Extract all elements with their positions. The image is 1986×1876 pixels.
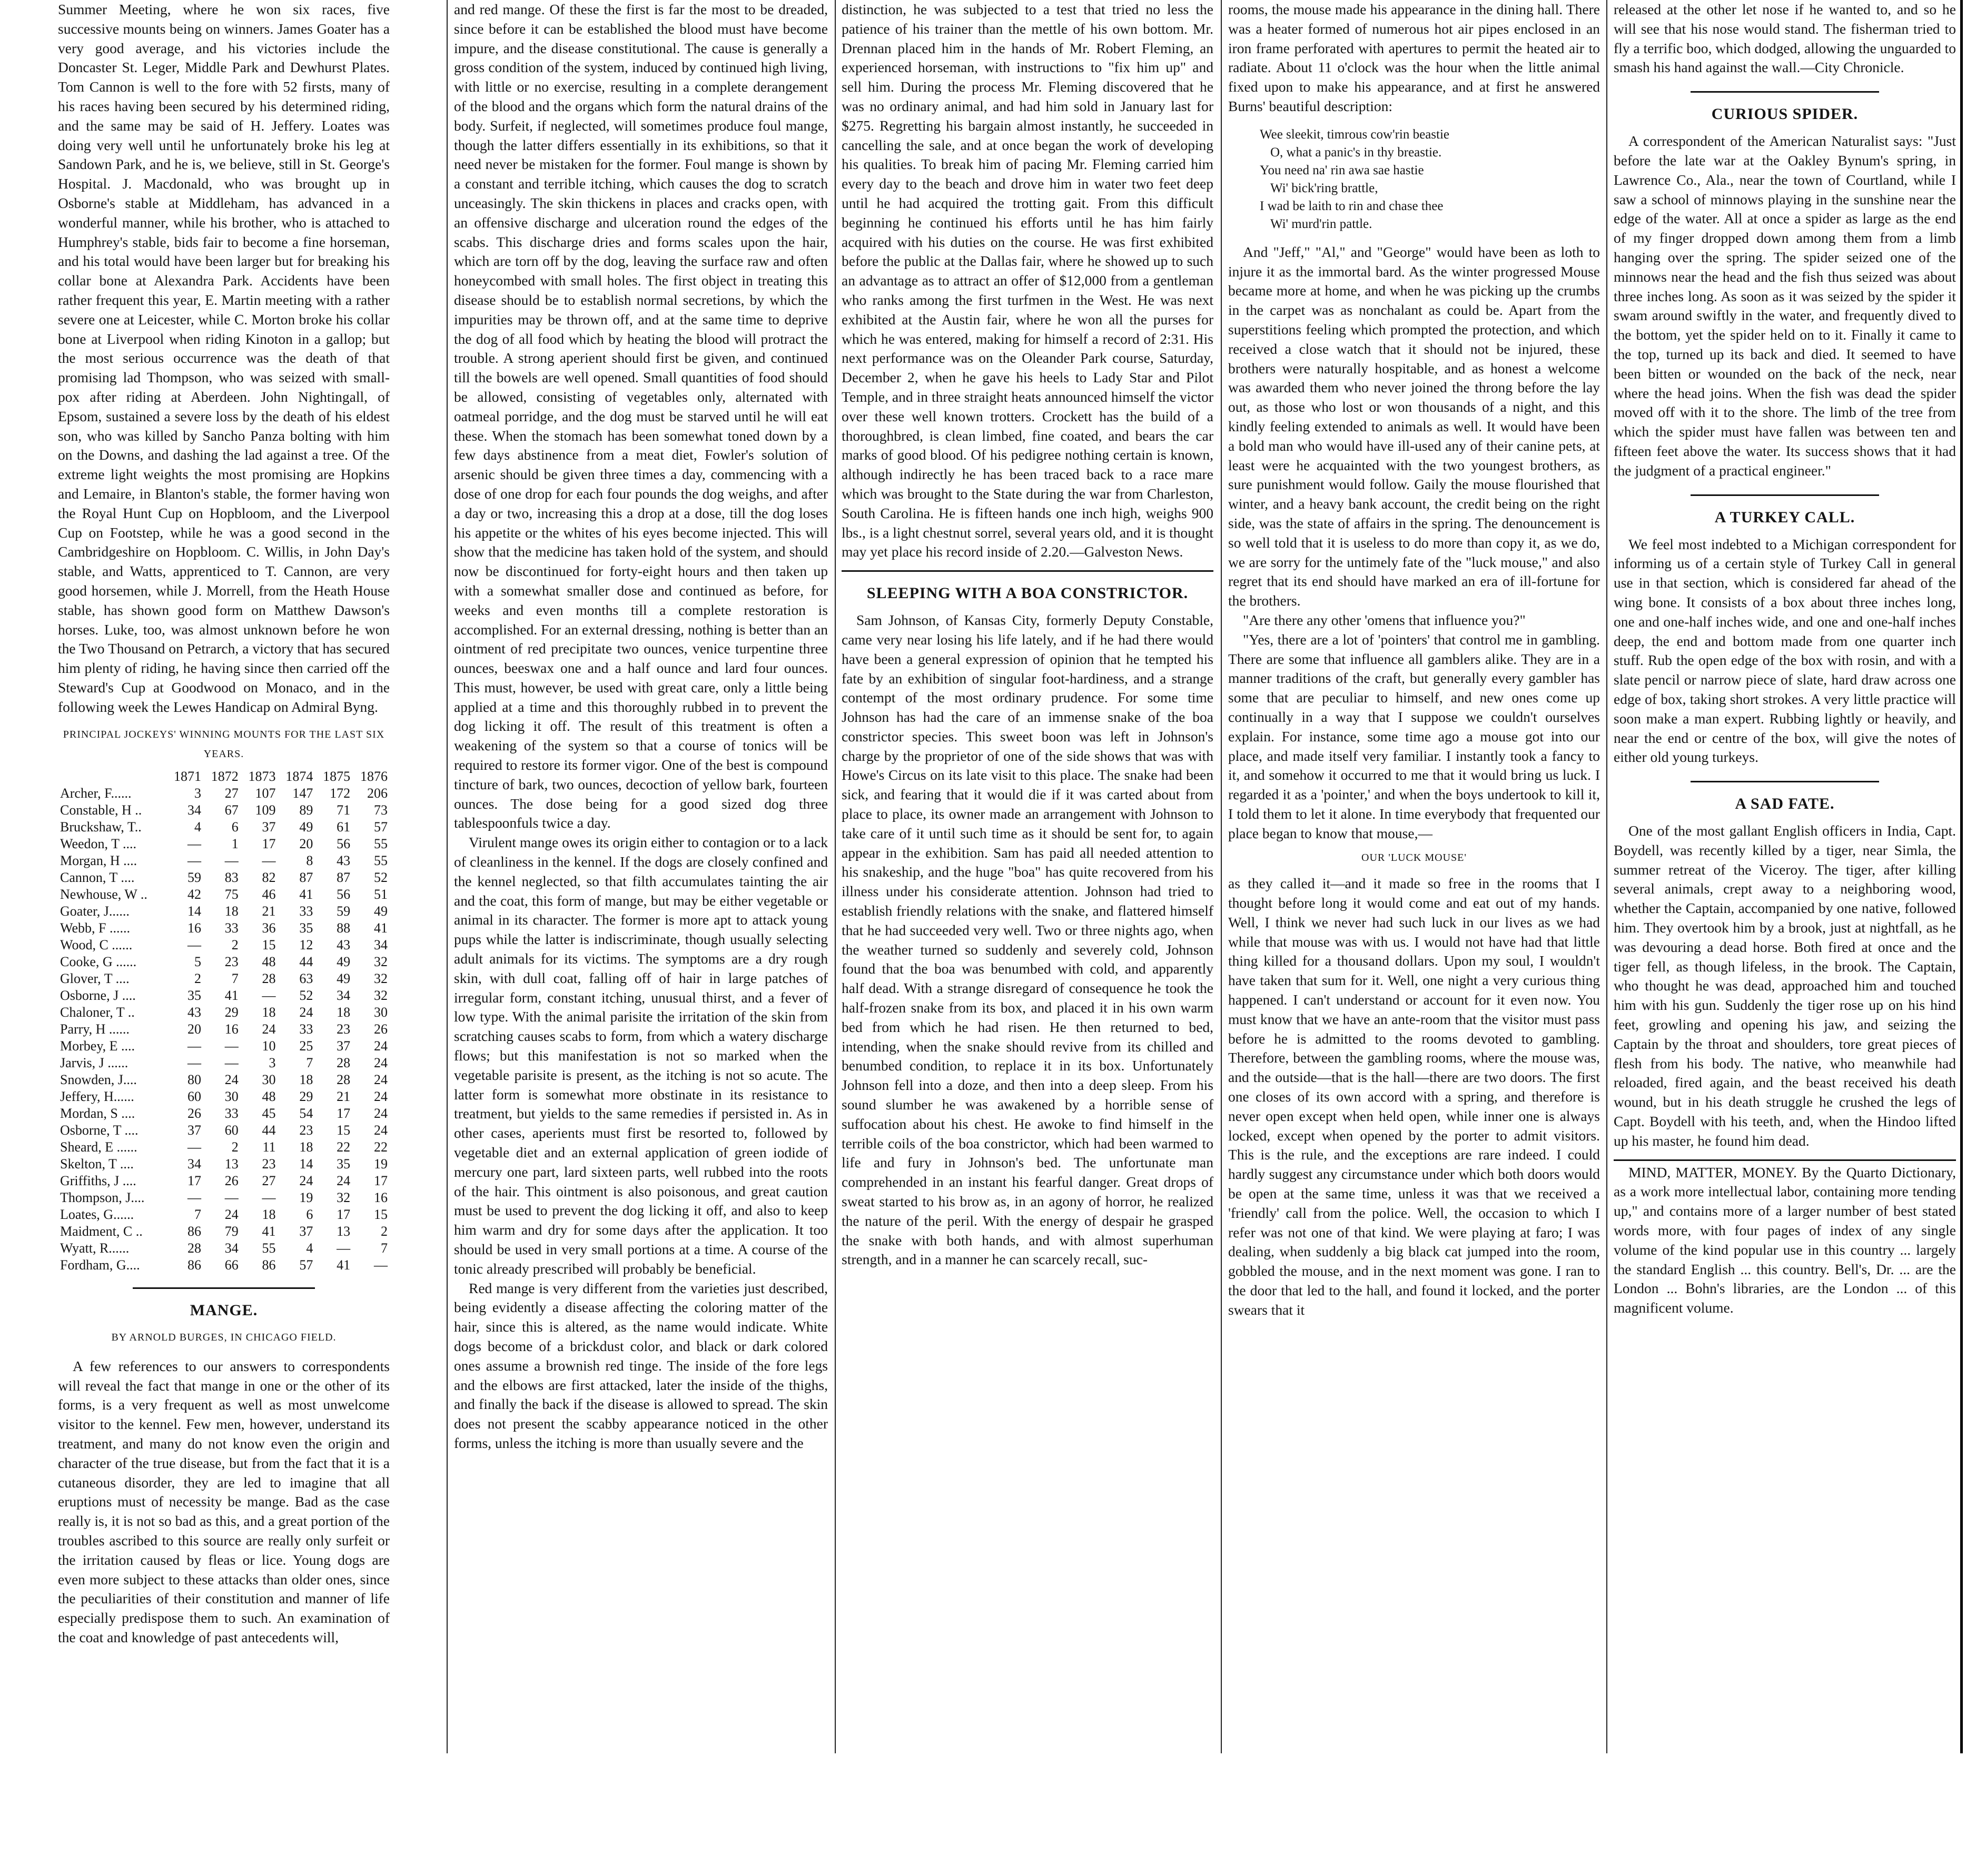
wins-cell: 25	[299, 1038, 313, 1054]
wins-cell: 67	[224, 802, 239, 818]
section-divider	[1691, 494, 1879, 496]
wins-cell: 41	[299, 887, 313, 902]
wins-cell: 87	[337, 870, 351, 886]
section-divider	[1691, 781, 1879, 782]
jockey-name-cell: Fordham, G....	[60, 1257, 140, 1273]
wins-cell: 24	[374, 1072, 388, 1088]
column-rule	[447, 0, 448, 1753]
wins-cell: —	[187, 1139, 201, 1155]
wins-cell: 206	[367, 786, 388, 801]
wins-cell: 24	[224, 1207, 239, 1223]
stats-header-cell: 1871	[173, 769, 201, 785]
stats-row	[58, 1173, 390, 1189]
jockey-name-cell: Jarvis, J ......	[60, 1055, 129, 1071]
wins-cell: 24	[299, 1005, 313, 1020]
wins-cell: 29	[299, 1089, 313, 1105]
section-divider	[1691, 91, 1879, 93]
wins-cell: —	[187, 937, 201, 953]
stats-row	[58, 1257, 390, 1274]
crockett-article-text: distinction, he was subjected to a test that tried no less the patience of his trainer than the mettle of his own bottom. Mr. Drennan placed him in the hands of Mr. Robert Fleming, an experienced horseman, with instructions to "fix him up" and sell him. During the process Mr. Fleming discovered that he was no ordinary animal, and had him sold in January last for $275. Regretting his bargain almost instantly, he succeeded in cancelling the sale, and at once began the work of developing his qualities. To break him of pacing Mr. Fleming carried him every day to the beach and drove him in water two feet deep until he had acquired the trotting gait. From this difficult beginning he continued his efforts until he has him fairly acquired with his duties on the course. He was first exhibited before the public at the Dallas fair, where he showed up to such an advantage as to attract an offer of $12,000 from a gentleman who ranks among the first turfmen in the West. He was next exhibited at the Austin fair, where he won all the purses for which he was entered, making for himself a record of 2:31. His next performance was on the Oleander Park course, Saturday, December 2, when he gave his heels to Lady Star and Pilot Temple, and in three straight heats announced himself the victor over these well known trotters. Crockett has the build of a thoroughbred, is clean limbed, fine coated, and bears the car marks of good blood. Of his pedigree nothing certain is known, although indirectly he has been traced back to a race mare which was brought to the State during the war from Charleston, South Carolina. He is fifteen hands one inch high, weighs 900 lbs., is a light chestnut sorrel, several years old, and it is thought may yet place his record inside of 2.20.—Galveston News.	[842, 1, 1213, 560]
dictionary-ad-text: MIND, MATTER, MONEY. By the Quarto Dictionary, as a work more intellectual labor, containing more tending up," and contains more of a larger number of best stated words more, with four pages of index of any single volume of the kind popular use in this country ... largely the standard English ... this country. Bell's, Dr. ... are the London ... Bohn's libraries, are the London ... of this magnificent volume.	[1614, 1164, 1956, 1316]
wins-cell: 60	[224, 1123, 239, 1138]
stats-row	[58, 1088, 390, 1105]
jockey-name-cell: Snowden, J....	[60, 1072, 137, 1088]
mange-byline: BY ARNOLD BURGES, IN CHICAGO FIELD.	[111, 1332, 337, 1344]
wins-cell: 43	[187, 1005, 201, 1020]
wins-cell: —	[187, 853, 201, 869]
wins-cell: 7	[306, 1055, 313, 1071]
wins-cell: —	[224, 853, 239, 869]
wins-cell: 26	[374, 1021, 388, 1037]
wins-cell: 86	[187, 1224, 201, 1239]
stats-row	[58, 869, 390, 886]
wins-cell: —	[187, 1055, 201, 1071]
wins-cell: 18	[262, 1005, 276, 1020]
wins-cell: 18	[337, 1005, 351, 1020]
stats-row	[58, 970, 390, 987]
wins-cell: 49	[299, 819, 313, 835]
wins-cell: 49	[374, 904, 388, 919]
jockey-name-cell: Griffiths, J ....	[60, 1173, 136, 1189]
luck-mouse-subhead: OUR 'LUCK MOUSE'	[1361, 852, 1467, 864]
wins-cell: 86	[187, 1257, 201, 1273]
wins-cell: 16	[187, 920, 201, 936]
wins-cell: —	[224, 1038, 239, 1054]
jockey-name-cell: Cooke, G ......	[60, 954, 137, 970]
column-1	[58, 0, 390, 1753]
wins-cell: 35	[337, 1156, 351, 1172]
jockey-name-cell: Skelton, T ....	[60, 1156, 134, 1172]
wins-cell: 28	[337, 1055, 351, 1071]
wins-cell: 3	[194, 786, 201, 801]
wins-cell: 57	[299, 1257, 313, 1273]
wins-cell: 19	[374, 1156, 388, 1172]
stats-row	[58, 954, 390, 970]
wins-cell: 43	[337, 937, 351, 953]
wins-cell: 33	[299, 1021, 313, 1037]
wins-cell: 24	[374, 1123, 388, 1138]
wins-cell: 21	[262, 904, 276, 919]
wins-cell: 59	[337, 904, 351, 919]
stats-header-row	[58, 768, 390, 785]
wins-cell: 17	[337, 1207, 351, 1223]
wins-cell: 24	[374, 1055, 388, 1071]
wins-cell: 2	[231, 937, 239, 953]
wins-cell: —	[187, 1038, 201, 1054]
wins-cell: 17	[374, 1173, 388, 1189]
wins-cell: 13	[224, 1156, 239, 1172]
wins-cell: 55	[374, 836, 388, 852]
column-3	[842, 0, 1213, 1753]
wins-cell: 52	[299, 988, 313, 1004]
wins-cell: 14	[187, 904, 201, 919]
wins-cell: 107	[255, 786, 276, 801]
wins-cell: 15	[337, 1123, 351, 1138]
jockey-name-cell: Webb, F ......	[60, 920, 130, 936]
section-divider	[1614, 1159, 1956, 1161]
wins-cell: 6	[231, 819, 239, 835]
pointers-text: "Yes, there are a lot of 'pointers' that control me in gambling. There are some that influence all gamblers alike. They are in a manner traditions of the craft, but generally every gambler has some that are peculiar to himself, and new ones come up continually in a way that I suppose we couldn't ourselves explain. For instance, some time ago a mouse got into our place, and made itself very familiar. I instantly took a fancy to it, and somehow it occurred to me that it would bring us luck. I regarded it as a 'pointer,' and when the boys undertook to kill it, I told them to let it alone. In time everybody that frequented our place began to know that mouse,—	[1228, 631, 1600, 841]
wins-cell: 73	[374, 802, 388, 818]
wins-cell: 41	[224, 988, 239, 1004]
stats-row	[58, 1105, 390, 1122]
wins-cell: 48	[262, 1089, 276, 1105]
wins-cell: —	[374, 1257, 388, 1273]
stats-row	[58, 1021, 390, 1038]
wins-cell: 172	[330, 786, 351, 801]
wins-cell: 59	[187, 870, 201, 886]
stats-title: PRINCIPAL JOCKEYS' WINNING MOUNTS FOR THE LAST SIX YEARS.	[63, 729, 385, 760]
burns-poem	[1228, 126, 1600, 233]
wins-cell: 60	[187, 1089, 201, 1105]
wins-cell: 19	[299, 1190, 313, 1206]
wins-cell: 13	[337, 1224, 351, 1239]
wins-cell: 3	[269, 1055, 276, 1071]
wins-cell: 15	[374, 1207, 388, 1223]
wins-cell: 55	[374, 853, 388, 869]
stats-header-cell: 1872	[211, 769, 239, 785]
jockey-name-cell: Mordan, S ....	[60, 1106, 135, 1121]
wins-cell: 83	[224, 870, 239, 886]
poem-line: I wad be laith to rin and chase thee	[1260, 198, 1444, 213]
wins-cell: 28	[187, 1240, 201, 1256]
wins-cell: 79	[224, 1224, 239, 1239]
wins-cell: 26	[187, 1106, 201, 1121]
wins-cell: 63	[299, 971, 313, 987]
column-rule	[835, 0, 836, 1753]
virulent-mange-text: Virulent mange owes its origin either to contagion or to a lack of cleanliness in the kennel. If the dogs are closely confined and the kennel neglected, so that filth accumulates tainting the air and the coat, this form of mange, but may be either vegetable or animal in its character. The former is more apt to attack young pups while the latter is indiscriminate, though usually selecting adult animals for its victims. The symptoms are a dry rough skin, with dull coat, falling off of hair in large patches of irregular form, constant itching, unusual thirst, and a fever of low type. With the animal parisite the irritation of the skin from scratching causes scabs to form, from which a watery discharge flows; but this manifestation is not so marked when the vegetable parisite is present, as the itching is not so acute. The latter form is somewhat more obstinate in its resistance to treatment, but yields to the same remedies if persisted in. As in other cases, aperients must first be resorted to, followed by vegetable diet and an external application of green iodide of mercury one part, lard sixteen parts, well rubbed into the roots of the hair. This ointment is also poisonous, and great caution must be used to prevent the dog licking it off, and also to keep him warm and dry for some days after the application. It too should be used in very small portions at a time. A course of the tonic already prescribed will probably be beneficial.	[454, 834, 828, 1277]
wins-cell: 24	[337, 1173, 351, 1189]
jockey-name-cell: Constable, H ..	[60, 802, 142, 818]
turkey-article-text: We feel most indebted to a Michigan correspondent for informing us of a certain style of Turkey Call in general use in that section, which is considered far ahead of the wing bone. It consists of a box about three inches long, one and one-half inches wide, and one and one-half inches deep, the end and bottom made from one quarter inch stuff. Rub the open edge of the box with rosin, and with a slate pencil or narrow piece of slate, hard draw across one edge of box, taking short strokes. A very little practice will soon make a man expert. Rubbing lightly or heavily, and near the end or centre of the box, will give the notes of either old young turkeys.	[1614, 535, 1956, 766]
wins-cell: 28	[337, 1072, 351, 1088]
wins-cell: 4	[194, 819, 201, 835]
wins-cell: 109	[255, 802, 276, 818]
wins-cell: 23	[337, 1021, 351, 1037]
stats-row	[58, 802, 390, 819]
wins-cell: 41	[262, 1224, 276, 1239]
wins-cell: 61	[337, 819, 351, 835]
wins-cell: 56	[337, 836, 351, 852]
wins-cell: 18	[299, 1139, 313, 1155]
wins-cell: —	[262, 853, 276, 869]
wins-cell: 89	[299, 802, 313, 818]
wins-cell: 86	[262, 1257, 276, 1273]
wins-cell: 24	[374, 1089, 388, 1105]
jockey-name-cell: Wood, C ......	[60, 937, 133, 953]
wins-cell: 34	[374, 937, 388, 953]
wins-cell: 15	[262, 937, 276, 953]
wins-cell: 18	[262, 1207, 276, 1223]
jockey-name-cell: Weedon, T ....	[60, 836, 136, 852]
stats-row	[58, 903, 390, 920]
stats-row	[58, 920, 390, 937]
wins-cell: —	[262, 988, 276, 1004]
boa-article-text: Sam Johnson, of Kansas City, formerly Deputy Constable, came very near losing his life lately, and if he had there would have been a general expression of opinion that he tempted his fate by an exhibition of singular foot-hardiness, and a strange contempt of the most ordinary prudence. For some time Johnson has had the care of an immense snake of the boa constrictor species. This sweet boon was left in Johnson's charge by the proprietor of one of the side shows that was with Howe's Circus on its late visit to this place. The snake had been sick, and fearing that it would die if it was carted about from place to place, its owner made an arrangement with Johnson to take care of it until such time as it should be sent for, to again appear in the exhibition. Sam has paid all needed attention to his snakeship, and the huge "boa" has quite recovered from his illness under his considerate attention. Johnson had tried to establish friendly relations with the snake, and flattered himself that he had succeeded very well. Two or three nights ago, when the weather turned so suddenly and severely cold, Johnson found that the boa was benumbed with cold, and apparently half dead. With a strange disregard of consequence he took the half-frozen snake from its box, and placed it in his own warm bed from which he had risen. He then returned to bed, intending, when the snake should revive from its chilled and benumbed condition, to replace it in its box. Unfortunately Johnson fell into a doze, and then into a deep sleep. From his sound slumber he was awakened by a horrible sense of suffocation about his chest. He awoke to find himself in the terrible coils of the boa constrictor, which had been warmed to life and fury in Johnson's bed. The unfortunate man comprehended in an instant his fearful danger. Great drops of sweat started to his brow as, in an agony of horror, he realized the nature of the peril. With the energy of despair he grasped the snake with both hands, and with almost superhuman strength, and in a manner he can scarcely recall, suc-	[842, 612, 1213, 1268]
wins-cell: 41	[337, 1257, 351, 1273]
wins-cell: 16	[224, 1021, 239, 1037]
stats-row	[58, 785, 390, 802]
jockey-name-cell: Bruckshaw, T..	[60, 819, 142, 835]
wins-cell: 82	[262, 870, 276, 886]
jockey-name-cell: Sheard, E ......	[60, 1139, 137, 1155]
wins-cell: 23	[224, 954, 239, 970]
wins-cell: 8	[306, 853, 313, 869]
stats-row	[58, 987, 390, 1004]
jockeys-article-text: Summer Meeting, where he won six races, five successive mounts being on winners. James Goater has a very good average, and his victories include the Doncaster St. Leger, Middle Park and Dewhurst Plates. Tom Cannon is well to the fore with 52 firsts, many of his races having been secured by his determined riding, and the same may be said of H. Jeffery. Loates was doing very well until he unfortunately broke his leg at Sandown Park, and he is, we believe, still in St. George's Hospital. J. Macdonald, who was brought up in Osborne's stable at Middleham, has advanced in a wonderful manner, while his brother, who is attached to Humphrey's stable, bids fair to become a fine horseman, and his total would have been larger but for breaking his collar bone at Alexandra Park. Accidents have been rather frequent this year, E. Martin meeting with a rather severe one at Leicester, while C. Morton broke his collar bone at Liverpool when riding Kinoton in a gallop; but the most serious occurrence was the death of that promising lad Thompson, who was seized with small-pox after riding at Aberdeen. John Nightingall, of Epsom, sustained a severe loss by the death of his eldest son, who was killed by Sancho Panza bolting with him on the Downs, and dashing the lad against a tree. Of the extreme light weights the most promising are Hopkins and Lemaire, in Blanton's stable, the former having won the Royal Hunt Cup on Hopbloom, and the Liverpool Cup on Footstep, while he was a good second in the Cambridgeshire on Hopbloom. C. Willis, in John Day's stable, and Watts, apprenticed to T. Cannon, are very good horsemen, while J. Morrell, from the Heath House stable, has shown good form on Matthew Dawson's horses. Luke, too, was almost unknown before he won the Two Thousand on Petrarch, a victory that has secured him plenty of riding, he having since then carried off the Steward's Cup at Goodwood on Monaco, and in the following week the Lewes Handicap on Admiral Byng.	[58, 1, 390, 715]
wins-cell: 24	[374, 1038, 388, 1054]
spider-article-text: A correspondent of the American Naturalist says: "Just before the late war at the Oakley Bynum's spring, in Lawrence Co., Ala., near the town of Courtland, while I saw a school of minnows playing in the sunshine near the edge of the water. All at once a spider as large as the end of my finger dropped down among them from a limb hanging over the spring. The spider seized one of the minnows near the head and the fish thus seized was about three inches long. As soon as it was seized by the spider it swam around swiftly in the water, and frequently dived to the bottom, yet the spider held on to it. Finally it came to the top, turned up its back and died. It seemed to have been bitten or wounded on the back of the neck, near where the head joins. When the fish was dead the spider moved off with it to the shore. The limb of the tree from which the spider must have fallen was between ten and fifteen feet above the water. Its success shows that it had the judgment of a practical engineer."	[1614, 133, 1956, 479]
wins-cell: 18	[224, 904, 239, 919]
column-5	[1614, 0, 1956, 1753]
wins-cell: 7	[194, 1207, 201, 1223]
wins-cell: 54	[299, 1106, 313, 1121]
stats-row	[58, 1004, 390, 1021]
wins-cell: 55	[262, 1240, 276, 1256]
poem-line: O, what a panic's in thy breastie.	[1270, 145, 1442, 160]
wins-cell: 34	[337, 988, 351, 1004]
column-rule	[1221, 0, 1222, 1753]
wins-cell: 30	[374, 1005, 388, 1020]
wins-cell: 5	[194, 954, 201, 970]
wins-cell: 37	[299, 1224, 313, 1239]
wins-cell: 17	[337, 1106, 351, 1121]
wins-cell: 41	[374, 920, 388, 936]
wins-cell: 2	[381, 1224, 388, 1239]
stats-row	[58, 819, 390, 836]
fate-headline: A SAD FATE.	[1735, 795, 1835, 813]
jockey-name-cell: Morbey, E ....	[60, 1038, 135, 1054]
jockey-name-cell: Archer, F......	[60, 786, 132, 801]
wins-cell: 2	[231, 1139, 239, 1155]
wins-cell: 12	[299, 937, 313, 953]
wins-cell: 75	[224, 887, 239, 902]
mange-article-text: A few references to our answers to correspondents will reveal the fact that mange in one or the other of its forms, is a very frequent as well as most unwelcome visitor to the kennel. Few men, however, understand its treatment, and many do not know even the origin and character of the true disease, but from the fact that it is a cutaneous disorder, they are led to imagine that all eruptions must of necessity be mange. Bad as the case really is, it is not so bad as this, and a great portion of the troubles ascribed to this source are really only surfeit or the irritation caused by fleas or lice. Young dogs are even more subject to these attacks than older ones, since the peculiarities of their constitution and manner of life especially predispose them to such. An examination of the coat and knowledge of past antecedents will,	[58, 1357, 390, 1646]
wins-cell: 10	[262, 1038, 276, 1054]
mange-continued-text: and red mange. Of these the first is far the most to be dreaded, since before it can be established the blood must have become impure, and the disease constitutional. The cause is generally a gross condition of the system, induced by continued high living, with little or no exercise, resulting in a complete derangement of the blood and the organs which form the natural drains of the body. Surfeit, if neglected, will sometimes produce foul mange, though the latter differs essentially in its exhibitions, so that it need never be mistaken for the former. Foul mange is shown by a constant and terrible itching, which causes the dog to scratch unceasingly. The skin thickens in places and cracks open, with an offensive discharge and ulceration round the edges of the scabs. This discharge dries and forms scales upon the hair, which are torn off by the dog, leaving the surface raw and often honeycombed with small holes. The first object in treating this disease should be to establish normal secretions, by which the impurities may be thrown off, and at the same time to deprive the dog of all food which by heating the blood will protract the trouble. A strong aperient should first be given, and continued till the bowels are well opened. Small quantities of food should be allowed, consisting of vegetables only, alternated with oatmeal porridge, and the dog must be starved until he will eat these. When the stomach has been somewhat toned down by a few days abstinence from a meat diet, Fowler's solution of arsenic should be given three times a day, commencing with a dose of one drop for each four pounds the dog weighs, and after a day or two, increasing this a drop at a dose, till the dog loses his appetite or the whites of his eyes become injected. This will show that the medicine has taken hold of the system, and should now be discontinued for forty-eight hours and then taken up with a somewhat smaller dose and continued as before, for weeks and even months till a complete restoration is accomplished. For an external dressing, nothing is better than an ointment of red precipitate two ounces, venice turpentine three ounces, beeswax one and a half ounce and lard four ounces. This must, however, be used with great care, only a little being applied at a time and this thoroughly rubbed in to prevent the dog licking it off. The result of this treatment is often a weakening of the system so that a course of tonics will be required to restore its former vigor. One of the best is compound tincture of bark, two ounces, decoction of yellow bark, fourteen ounces. The dose being for a good sized dog three tablespoonfuls twice a day.	[454, 1, 828, 831]
wins-cell: 7	[381, 1240, 388, 1256]
wins-cell: 37	[187, 1123, 201, 1138]
wins-cell: 30	[224, 1089, 239, 1105]
jockey-name-cell: Osborne, J ....	[60, 988, 136, 1004]
jockey-name-cell: Wyatt, R......	[60, 1240, 130, 1256]
stats-row	[58, 1223, 390, 1240]
wins-cell: 34	[187, 802, 201, 818]
wins-cell: 71	[337, 802, 351, 818]
wins-cell: 52	[374, 870, 388, 886]
wins-cell: 20	[187, 1021, 201, 1037]
wins-cell: 66	[224, 1257, 239, 1273]
wins-cell: 23	[299, 1123, 313, 1138]
stats-row	[58, 1122, 390, 1139]
wins-cell: 43	[337, 853, 351, 869]
wins-cell: 27	[262, 1173, 276, 1189]
wins-cell: 34	[224, 1240, 239, 1256]
wins-cell: 14	[299, 1156, 313, 1172]
wins-cell: —	[187, 836, 201, 852]
jockey-name-cell: Newhouse, W ..	[60, 887, 147, 902]
jockey-name-cell: Osborne, T ....	[60, 1123, 139, 1138]
jockey-name-cell: Loates, G......	[60, 1207, 134, 1223]
wins-cell: 88	[337, 920, 351, 936]
jockey-name-cell: Parry, H ......	[60, 1021, 130, 1037]
stats-header-cell: 1876	[360, 769, 388, 785]
wins-cell: 45	[262, 1106, 276, 1121]
wins-cell: 56	[337, 887, 351, 902]
page-edge-rule	[1960, 0, 1963, 1753]
wins-cell: 27	[224, 786, 239, 801]
wins-cell: 35	[299, 920, 313, 936]
wins-cell: 37	[337, 1038, 351, 1054]
mange-headline: MANGE.	[190, 1302, 258, 1319]
jockey-name-cell: Chaloner, T ..	[60, 1005, 135, 1020]
wins-cell: 33	[299, 904, 313, 919]
wins-cell: 48	[262, 954, 276, 970]
stats-row	[58, 1189, 390, 1206]
poem-line: Wi' bick'ring brattle,	[1270, 181, 1378, 195]
wins-cell: 23	[262, 1156, 276, 1172]
wins-cell: 24	[374, 1106, 388, 1121]
wins-cell: 37	[262, 819, 276, 835]
jockey-name-cell: Jeffery, H......	[60, 1089, 134, 1105]
column-2	[454, 0, 828, 1753]
wins-cell: 20	[299, 836, 313, 852]
boa-headline: SLEEPING WITH A BOA CONSTRICTOR.	[866, 584, 1189, 602]
stats-row	[58, 1055, 390, 1071]
jockey-name-cell: Goater, J......	[60, 904, 130, 919]
wins-cell: 22	[374, 1139, 388, 1155]
wins-cell: 2	[194, 971, 201, 987]
wins-cell: 7	[231, 971, 239, 987]
stats-row	[58, 1038, 390, 1055]
wins-cell: —	[262, 1190, 276, 1206]
poem-line: Wee sleekit, timrous cow'rin beastie	[1260, 127, 1450, 142]
column-rule	[1606, 0, 1607, 1753]
turkey-headline: A TURKEY CALL.	[1714, 508, 1855, 526]
wins-cell: —	[187, 1190, 201, 1206]
wins-cell: 17	[187, 1173, 201, 1189]
wins-cell: 42	[187, 887, 201, 902]
stats-row	[58, 1206, 390, 1223]
wins-cell: 29	[224, 1005, 239, 1020]
wins-cell: 24	[262, 1021, 276, 1037]
stats-row	[58, 886, 390, 903]
stats-row	[58, 1071, 390, 1088]
wins-cell: 36	[262, 920, 276, 936]
omens-question: "Are there any other 'omens that influence you?"	[1243, 611, 1526, 628]
wins-cell: 22	[337, 1139, 351, 1155]
wins-cell: 24	[299, 1173, 313, 1189]
luck-mouse-text: as they called it—and it made so free in the rooms that I thought before long it would come and eat out of my hands. Well, I think we never had such luck in our lives as we had while that mouse was with us. I would not have had that little thing killed for a thousand dollars. Upon my soul, I wouldn't have taken that sum for it. Well, one night a very curious thing happened. I can't understand or account for it even now. You must know that we have an ante-room that the visitor must pass before he is admitted to the rooms devoted to gambling. Therefore, between the gambling rooms, where the mouse was, and the outside—that is the hall—there are two doors. The first one closes of its own accord with a spring, and therefore is never open except when held open, while inner one is always locked, except when opened by the porter to admit visitors. This is the rule, and the exceptions are rare indeed. I could hardly suggest any circumstance under which both doors would be open at the same time, unless it was that we received a 'friendly' call from the police. Well, the occasion to which I refer was not one of that kind. We were playing at faro; I was dealing, when suddenly a big black cat jumped into the room, gobbled the mouse, and in the next moment was gone. I ran to the door that led to the hall, and found it locked, and the porter swears that it	[1228, 875, 1600, 1318]
section-divider	[133, 1287, 315, 1289]
wins-cell: 28	[262, 971, 276, 987]
spider-headline: CURIOUS SPIDER.	[1711, 105, 1859, 123]
jockey-name-cell: Glover, T ....	[60, 971, 130, 987]
wins-cell: 44	[262, 1123, 276, 1138]
wins-cell: 33	[224, 920, 239, 936]
mouse-intro-text: rooms, the mouse made his appearance in the dining hall. There was a heater formed of numerous hot air pipes enclosed in an iron frame perforated with apertures to permit the heated air to radiate. About 11 o'clock was the hour when the little animal fixed upon to make his appearance, and at first he answered Burns' beautiful description:	[1228, 1, 1600, 114]
stats-row	[58, 1240, 390, 1257]
wins-cell: —	[224, 1190, 239, 1206]
jockey-name-cell: Cannon, T ....	[60, 870, 135, 886]
wins-cell: 30	[262, 1072, 276, 1088]
section-divider	[842, 570, 1213, 572]
wins-cell: 34	[187, 1156, 201, 1172]
wins-cell: 33	[224, 1106, 239, 1121]
wins-cell: 87	[299, 870, 313, 886]
stats-header-cell: 1874	[285, 769, 313, 785]
wins-cell: 35	[187, 988, 201, 1004]
wins-cell: 44	[299, 954, 313, 970]
red-mange-text: Red mange is very different from the varieties just described, being evidently a disease affecting the coloring matter of the hair, since this is altered, as the name would indicate. White dogs become of a brickdust color, and black or dark colored ones assume a brownish red tinge. The inside of the fore legs and the elbows are first attacked, later the inside of the thighs, and finally the back if the disease is allowed to spread. The skin does not present the scabby appearance noticed in the other forms, unless the itching is more than usually severe and the	[454, 1279, 828, 1451]
fate-article-text: One of the most gallant English officers in India, Capt. Boydell, was recently killed by a tiger, near Simla, the summer retreat of the Viceroy. The tiger, after killing several animals, crept away to a neighboring wood, whether the Captain, accompanied by one native, followed him. They overtook him by a brook, just at nightfall, as he was devouring a dead horse. Both fired at once and the tiger fell, as though lifeless, in the brook. The Captain, who thought he was dead, approached him and touched him with his gun. Suddenly the tiger rose up on his hind feet, growling and opening his jaw, and seizing the Captain by the throat and shoulders, tore great pieces of flesh from his body. The native, who meanwhile had reloaded, fired again, and the beast received his death wound, but in his death struggle he crushed the legs of Capt. Boydell with his teeth, and, when the Hindoo lifted up his master, he found him dead.	[1614, 822, 1956, 1149]
wins-cell: 24	[224, 1072, 239, 1088]
wins-cell: 32	[337, 1190, 351, 1206]
wins-cell: 26	[224, 1173, 239, 1189]
wins-cell: 32	[374, 971, 388, 987]
stats-row	[58, 836, 390, 852]
stats-row	[58, 937, 390, 954]
wins-cell: 18	[299, 1072, 313, 1088]
wins-cell: 1	[231, 836, 239, 852]
column-4	[1228, 0, 1600, 1753]
wins-cell: 147	[292, 786, 313, 801]
stats-header-cell: 1873	[248, 769, 276, 785]
mouse-article-text: And "Jeff," "Al," and "George" would have been as loth to injure it as the immortal bard. As the winter progressed Mouse became more at home, and when he was picking up the crumbs in the carpet was as nonchalant as could be. Apart from the superstitions feeling which prompted the protection, and which received a close watch that it should not be injured, these brothers were naturally hospitable, and as honest a welcome was awarded them who never joined the throng before the lay out, as those who lost or won thousands of a night, and this kindly feeling extended to animals as well. It would have been a bold man who would have ill-used any of their canine pets, at least were he acquainted with the two youngest brothers, as sure punishment would follow. Gaily the mouse flourished that winter, and a heavy bank account, the credit being on the right side, was the state of affairs in the spring. The denouncement is so well told that it is useless to do more than copy it, as we do, we are sorry for the untimely fate of the "luck mouse," and also regret that its end should have marked an era of ill-fortune for the brothers.	[1228, 243, 1600, 609]
poem-line: Wi' murd'rin pattle.	[1270, 216, 1372, 231]
wins-cell: 17	[262, 836, 276, 852]
wins-cell: —	[224, 1055, 239, 1071]
stats-header-cell	[58, 768, 166, 785]
stats-row	[58, 1156, 390, 1173]
wins-cell: 4	[306, 1240, 313, 1256]
wins-cell: 80	[187, 1072, 201, 1088]
jockeys-stats-table	[58, 768, 390, 1274]
poem-line: You need na' rin awa sae hastie	[1260, 163, 1424, 177]
jockey-name-cell: Thompson, J....	[60, 1190, 145, 1206]
wins-cell: 21	[337, 1089, 351, 1105]
wins-cell: 57	[374, 819, 388, 835]
wins-cell: 49	[337, 971, 351, 987]
wins-cell: 32	[374, 954, 388, 970]
wins-cell: 6	[306, 1207, 313, 1223]
stats-row	[58, 1139, 390, 1156]
wins-cell: 49	[337, 954, 351, 970]
jockey-name-cell: Maidment, C ..	[60, 1224, 143, 1239]
wins-cell: 51	[374, 887, 388, 902]
stats-row	[58, 852, 390, 869]
wins-cell: 16	[374, 1190, 388, 1206]
jockey-name-cell: Morgan, H ....	[60, 853, 137, 869]
wins-cell: 46	[262, 887, 276, 902]
wins-cell: —	[337, 1240, 351, 1256]
stats-header-cell: 1875	[323, 769, 351, 785]
wins-cell: 32	[374, 988, 388, 1004]
wins-cell: 11	[262, 1139, 276, 1155]
fisherman-article-text: released at the other let nose if he wanted to, and so he will see that his nose would stand. The fisherman tried to fly a terrific boo, which dodged, allowing the unguarded to smash his hand against the wall.—City Chronicle.	[1614, 1, 1956, 76]
